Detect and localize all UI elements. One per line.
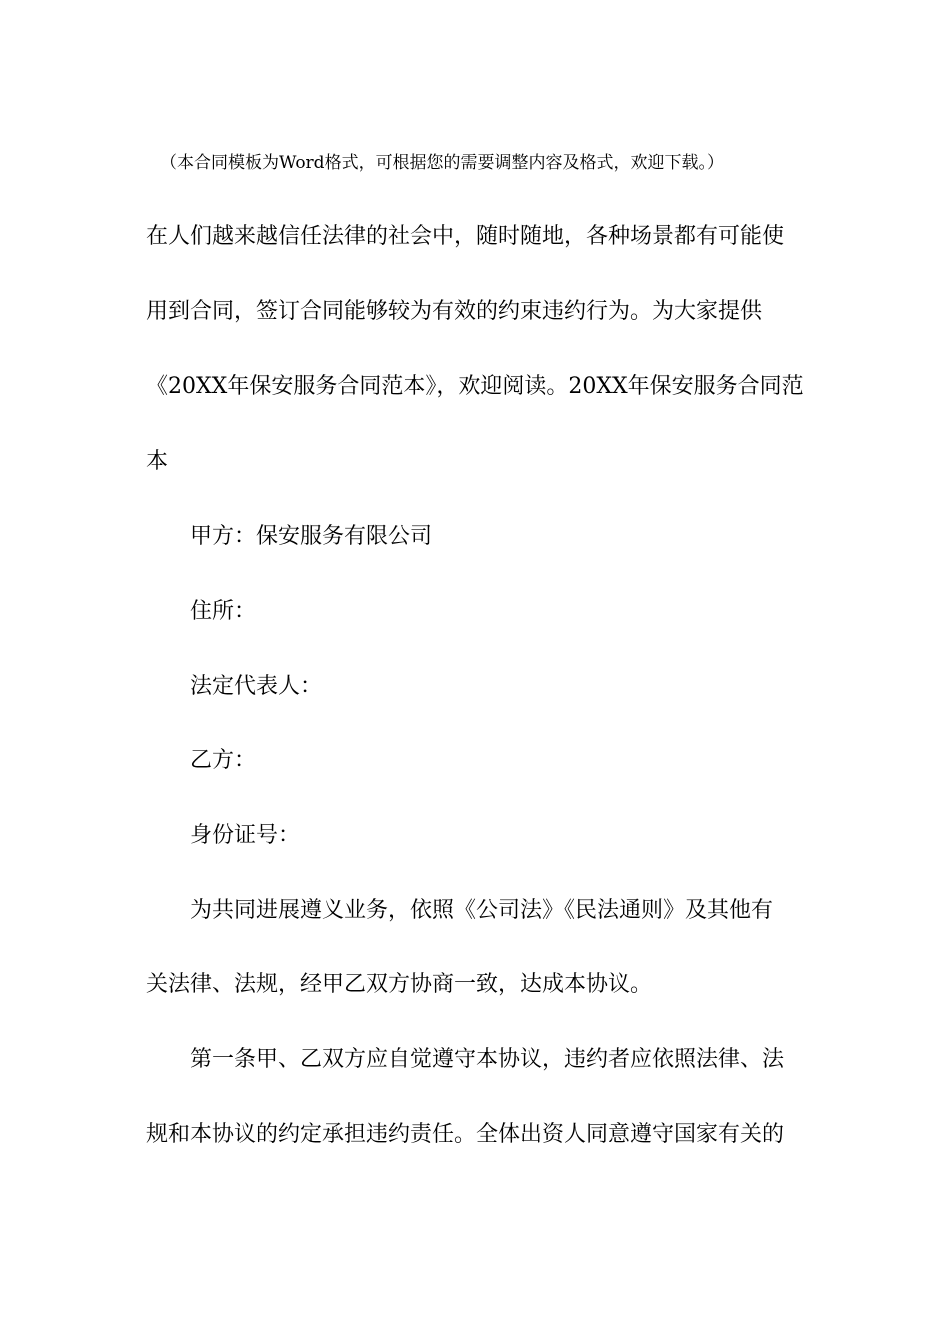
article1-line-1: 第一条甲、乙双方应自觉遵守本协议，违约者应依照法律、法 [190,1047,785,1072]
intro-line-3: 《20XX年保安服务合同范本》，欢迎阅读。20XX年保安服务合同范 [146,374,804,399]
purpose-line-2: 关法律、法规，经甲乙双方协商一致，达成本协议。 [146,972,653,997]
intro-line-2: 用到合同，签订合同能够较为有效的约束违约行为。为大家提供 [146,299,763,324]
address-line: 住所： [190,599,257,624]
legal-rep-line: 法定代表人： [190,674,323,699]
intro-line-1: 在人们越来越信任法律的社会中，随时随地，各种场景都有可能使 [146,224,785,249]
id-number-line: 身份证号： [190,823,301,848]
purpose-line-1: 为共同进展遵义业务，依照《公司法》《民法通则》及其他有 [190,898,774,923]
article1-line-2: 规和本协议的约定承担违约责任。全体出资人同意遵守国家有关的 [146,1122,785,1147]
party-b-line: 乙方： [190,748,257,773]
template-note: （本合同模板为Word格式，可根据您的需要调整内容及格式，欢迎下载。） [160,153,725,173]
party-a-line: 甲方：保安服务有限公司 [190,524,433,549]
intro-line-4: 本 [146,449,169,474]
